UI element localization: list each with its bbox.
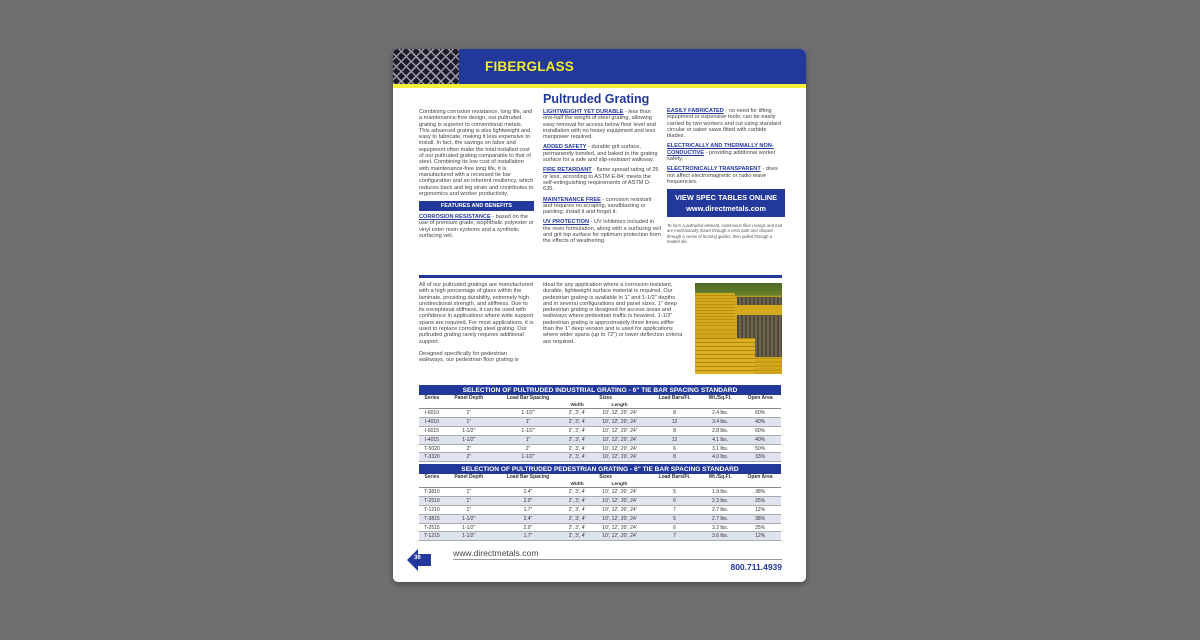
footer-divider (453, 559, 782, 560)
view-spec-tables-link[interactable]: VIEW SPEC TABLES ONLINE www.directmetals.com (667, 189, 785, 217)
pultrusion-caption: To form a pultruded element, continuous fiber rovings and mat are mechanically drawn through a resin bath and shaped through a series of forming guides, then pulled through a heated die. (667, 223, 783, 244)
col-header: Series (424, 395, 440, 401)
catalog-page (393, 49, 806, 582)
col-header: Panel Depth (454, 395, 484, 401)
table-row: T-3320 2" 1-1/2" 2', 3', 4' 10', 12', 20', 24' 8 4.0 lbs. 33% (419, 453, 781, 462)
features-column-3 (667, 108, 785, 244)
table-row: T-1210 1" 1.7" 2', 3', 4' 10', 12', 20', 24' 7 2.7 lbs. 12% (419, 505, 781, 514)
stacked-yellow-fiberglass-grating-photo (695, 283, 782, 374)
body-paragraph-3: ideal for any application where a corrosion-resistant, durable, lightweight surface material is required. Our pedestrian grating is available in 1" and 1-1/2" depths and in several configurations and panel sizes. 1" deep pedestrian grating is designed for access areas and walkways where pedestrian traffic is heaviest. 1-1/2" pedestrian grating is approximately three times stiffer than the 1" deep version and is used for applications where wider spans (up to 72") or lower deflection criteria are required. (543, 282, 683, 345)
pedestrian-grating-table (419, 464, 781, 541)
intro-column (419, 109, 534, 243)
intro-paragraph: Combining corrosion resistance, long life, and a maintenance-free design, our pultruded grating is superior to conventional metals. This advanced grating is also lightweight and easy to fabricate, making it less expensive to install. In fact, the savings on labor and equipment often make the total installed cost of our pultruded grating comparable to that of steel. Combining its low cost of installation with maintenance-free long life, it is manufactured with a recessed tie bar configuration and an inherent resiliency, which reduces back and leg strain and contributes to ergonomics and worker productivity. (419, 109, 534, 197)
feature-fire-retardant: FIRE RETARDANT - flame spread rating of 25 or less, according to ASTM E-84; meets the self-extinguishing requirements of ASTM D-635. (543, 167, 659, 193)
feature-corrosion-resistance: CORROSION RESISTANCE - based on the use of premium grade, isophthalic polyester or vinyl ester resin systems and a synthetic surfacing veil. (419, 214, 534, 240)
table-row: T-2510 1" 2.0" 2', 3', 4' 10', 12', 20', 24' 6 2.3 lbs. 25% (419, 496, 781, 505)
col-header: Series (424, 474, 440, 480)
col-header: Load Bars/Ft. (658, 395, 691, 401)
col-header: Wt./Sq.Ft. (708, 474, 732, 480)
footer-phone: 800.711.4939 (730, 562, 782, 572)
body-column-1 (419, 282, 534, 364)
feature-maintenance-free: MAINTENANCE FREE - corrosion resistant and requires no scraping, sandblasting or painting; install it and forget it. (543, 196, 652, 216)
industrial-grating-table (419, 385, 781, 462)
table-title: SELECTION OF PULTRUDED INDUSTRIAL GRATING - 6" TIE BAR SPACING STANDARD (419, 385, 781, 395)
table-row: I-4010 1" 1" 2', 3', 4' 10', 12', 20', 24' 12 3.4 lbs. 40% (419, 417, 781, 426)
table-row: T-3815 1-1/2" 2.4" 2', 3', 4' 10', 12', 20', 24' 5 2.7 lbs. 38% (419, 514, 781, 523)
col-header: Load Bar Spacing (506, 474, 550, 480)
feature-added-safety: ADDED SAFETY - durable grit surface, permanently bonded, and baked to the grating surface for a safe and slip-resistant walkway. (543, 144, 658, 164)
table-row: T-2515 1-1/2" 2.0" 2', 3', 4' 10', 12', 20', 24' 6 3.2 lbs. 25% (419, 523, 781, 532)
category-title: FIBERGLASS (485, 59, 575, 74)
body-column-2 (543, 282, 683, 345)
table-row: T-5020 2" 2" 2', 3', 4' 10', 12', 20', 24' 6 3.1 lbs. 50% (419, 444, 781, 453)
col-subheader: Width (563, 481, 591, 488)
col-header: Wt./Sq.Ft. (708, 395, 732, 401)
col-header: Panel Depth (454, 474, 484, 480)
col-header: Load Bars/Ft. (658, 474, 691, 480)
header-yellow-stripe (393, 84, 806, 88)
page-header (393, 49, 806, 84)
table-row: I-6015 1-1/2" 1-1/2" 2', 3', 4' 10', 12', 20', 24' 8 2.8 lbs. 60% (419, 426, 781, 435)
feature-uv-protection: UV PROTECTION - UV inhibitors included in the resin formulation, along with a surfacing veil and grit top surface for optimum protection from the effects of weathering. (543, 219, 661, 245)
section-divider (419, 275, 782, 278)
col-subheader: Length (591, 402, 648, 409)
col-header: Open Area (747, 395, 773, 401)
body-paragraph-1: All of our pultruded gratings are manufactured with a high percentage of glass within the laminate, providing durability, extremely high unidirectional strength, and stiffness. Due to its exceptional stiffness, it can be used with confidence in applications where wide support spans are required. For most applications, it is used to replace corroding steel grating. Our pultruded grating rarely requires additional support. (419, 282, 534, 345)
feature-electronically-transparent: ELECTRONICALLY TRANSPARENT - does not affect electromagnetic or radio wave frequencies. (667, 166, 778, 185)
feature-easily-fabricated: EASILY FABRICATED - no need for lifting equipment or expensive tools; can be easily carried by two workers and cut using standard circular or saber saws fitted with carbide blades. (667, 108, 782, 140)
section-title: Pultruded Grating (543, 92, 650, 106)
table-row: T-1215 1-1/2" 1.7" 2', 3', 4' 10', 12', 20', 24' 7 3.6 lbs. 12% (419, 532, 781, 541)
table-title: SELECTION OF PULTRUDED PEDESTRIAN GRATING - 6" TIE BAR SPACING STANDARD (419, 464, 781, 474)
col-header: Sizes (599, 474, 613, 480)
col-header: Open Area (747, 474, 773, 480)
footer-url-link[interactable]: www.directmetals.com (453, 548, 539, 558)
feature-non-conductive: ELECTRICALLY AND THERMALLY NON-CONDUCTIVE - providing additional worker safety. (667, 143, 776, 163)
features-bar: FEATURES AND BENEFITS (419, 201, 534, 211)
col-subheader: Width (563, 402, 591, 409)
col-subheader: Length (591, 481, 648, 488)
table-row: I-4015 1-1/2" 1" 2', 3', 4' 10', 12', 20', 24' 12 4.1 lbs. 40% (419, 435, 781, 444)
body-paragraph-2: Designed specifically for pedestrian walkways, our pedestrian floor grating is (419, 350, 519, 364)
page-number: 36 (414, 555, 421, 561)
table-row: I-6010 1" 1-1/2" 2', 3', 4' 10', 12', 20', 24' 8 2.4 lbs. 60% (419, 409, 781, 418)
feature-lightweight: LIGHTWEIGHT YET DURABLE - less than one-half the weight of steel grating, allowing easy removal for access below floor level and installation with no heavy equipment and less manpower required. (543, 109, 656, 141)
table-row: T-3810 1" 2.4" 2', 3', 4' 10', 12', 20', 24' 5 1.9 lbs. 38% (419, 488, 781, 497)
col-header: Load Bar Spacing (506, 395, 550, 401)
features-column-2 (543, 109, 661, 249)
grating-pattern-icon (393, 49, 459, 84)
col-header: Sizes (599, 395, 613, 401)
